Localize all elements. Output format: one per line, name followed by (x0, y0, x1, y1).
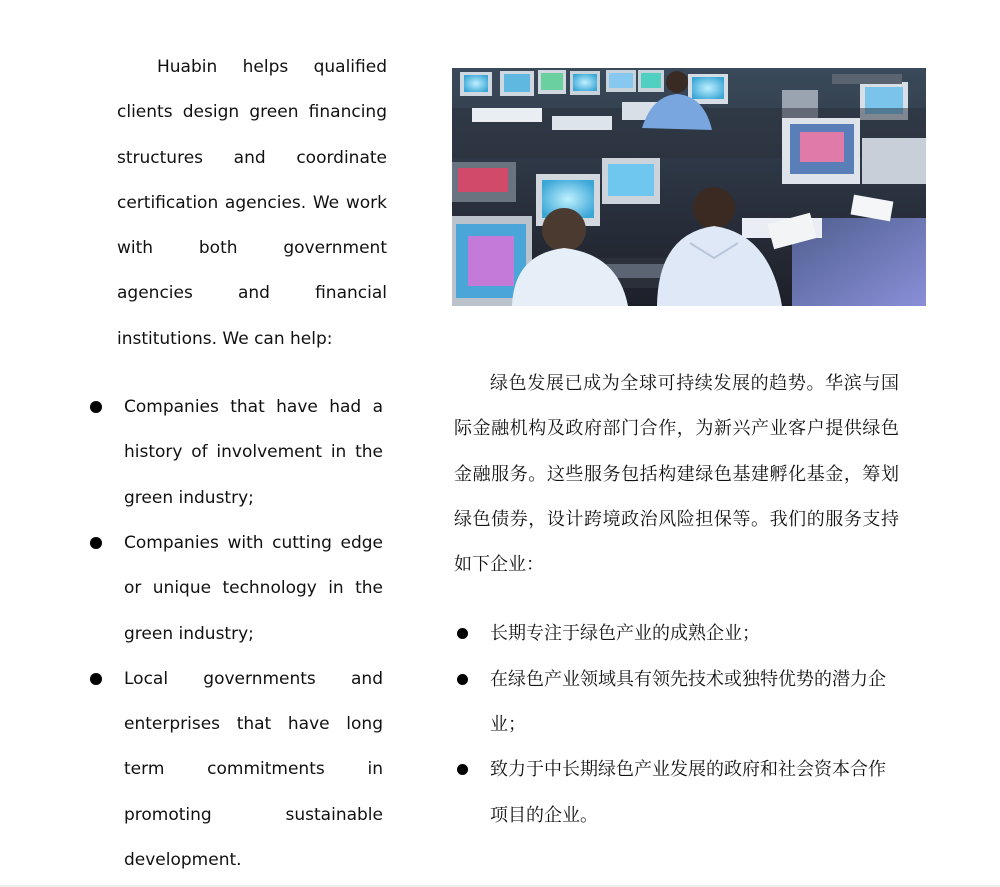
list-item-text: Companies with cutting edge or unique technology in the green industry; (124, 532, 383, 644)
bullet-icon (457, 674, 468, 685)
list-item-text: 致力于中长期绿色产业发展的政府和社会资本合作项目的企业。 (490, 759, 886, 826)
bullet-icon (90, 401, 102, 413)
chinese-client-list (454, 611, 926, 837)
chinese-intro: 绿色发展已成为全球可持续发展的趋势。华滨与国际金融机构及政府部门合作，为新兴产业客户提供绿色金融服务。这些服务包括构建绿色基建孵化基金，筹划绿色债券，设计跨境政治风险担保等。我们的服务支持如下企业： (454, 373, 899, 576)
list-item-text: 长期专注于绿色产业的成熟企业； (490, 623, 760, 645)
list-item (454, 747, 900, 838)
english-intro: Huabin helps qualified clients design green financing structures and coordinate certification agencies. We work with both government agencies and financial institutions. We can help: (117, 57, 387, 349)
list-item (90, 385, 383, 521)
list-item (454, 611, 900, 656)
list-item-text: 在绿色产业领域具有领先技术或独特优势的潜力企业； (490, 668, 886, 736)
list-item (90, 657, 383, 883)
english-client-list (90, 385, 390, 883)
list-item (454, 657, 900, 748)
list-item-text: Local governments and enterprises that have long term commitments in promoting sustainable development. (124, 668, 383, 871)
chinese-column (452, 68, 926, 838)
english-column (90, 45, 390, 883)
list-item-text: Companies that have had a history of involvement in the green industry; (124, 397, 383, 508)
bullet-icon (90, 673, 102, 685)
bullet-icon (457, 628, 468, 639)
bullet-icon (457, 764, 468, 775)
trading-floor-photo (452, 68, 926, 306)
bullet-icon (90, 537, 102, 549)
list-item (90, 521, 383, 657)
